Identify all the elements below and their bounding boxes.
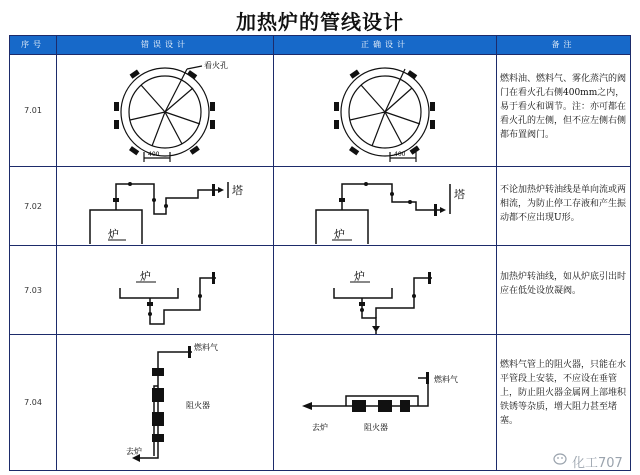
row-divider	[10, 334, 630, 335]
tower-label: 塔	[454, 188, 465, 201]
fuel-gas-label: 燃料气	[434, 375, 458, 384]
diagram-7-01-wrong	[70, 58, 260, 164]
furnace-label: 炉	[140, 270, 151, 283]
design-table	[9, 35, 631, 471]
row-number: 7.03	[24, 286, 42, 295]
dimension-label: 400	[394, 151, 406, 158]
header-wrong-design: 错误设计	[141, 40, 189, 49]
page-title: 加热炉的管线设计	[236, 10, 404, 34]
watermark: 化工707	[572, 456, 623, 471]
diagram-7-03-wrong	[70, 250, 270, 334]
wechat-icon	[553, 452, 569, 466]
furnace-label: 炉	[108, 228, 119, 241]
row-number: 7.04	[24, 398, 42, 407]
flame-arrester-label: 阻火器	[186, 401, 210, 410]
row-note: 加热炉转油线，如从炉底引出时应在低处设放凝阀。	[500, 272, 627, 296]
row-note: 燃料气管上的阻火器，只能在水平管段上安装，不应设在垂管上，防止阻火器金属网上部堆积铁锈等杂质，增大阻力甚至堵塞。	[500, 360, 627, 426]
row-divider	[10, 166, 630, 167]
row-number: 7.02	[24, 202, 42, 211]
furnace-label: 炉	[334, 228, 345, 241]
header-right-design: 正确设计	[361, 40, 409, 49]
row-divider	[10, 54, 630, 55]
diagram-7-02-wrong	[70, 170, 270, 244]
row-divider	[10, 245, 630, 246]
to-furnace-label: 去炉	[312, 423, 328, 432]
col-divider	[56, 36, 57, 470]
diagram-7-01-right	[292, 58, 482, 164]
diagram-7-03-right	[292, 250, 492, 334]
flame-arrester-label: 阻火器	[364, 423, 388, 432]
row-number: 7.01	[24, 106, 42, 115]
diagram-7-04-right	[292, 338, 492, 470]
diagram-7-02-right	[292, 170, 492, 244]
peephole-label: 看火孔	[204, 61, 228, 70]
tower-label: 塔	[232, 184, 243, 197]
col-divider	[496, 36, 497, 470]
fuel-gas-label: 燃料气	[194, 343, 218, 352]
col-divider	[273, 36, 274, 470]
row-note: 不论加热炉转油线是单向流或两相流，为防止停工存液和产生振动都不应出现U形。	[500, 185, 627, 223]
header-note: 备注	[551, 40, 576, 49]
to-furnace-label: 去炉	[126, 447, 142, 456]
diagram-7-04-wrong	[70, 338, 270, 470]
dimension-label: 400	[148, 151, 160, 158]
furnace-label: 炉	[354, 270, 365, 283]
table-header	[10, 36, 630, 54]
header-no: 序号	[21, 40, 45, 49]
row-note: 燃料油、燃料气、雾化蒸汽的阀门在看火孔右侧400mm之内，易于看火和调节。注：亦可都在看火孔的左侧，但不应左侧右侧都布置阀门。	[500, 74, 627, 140]
